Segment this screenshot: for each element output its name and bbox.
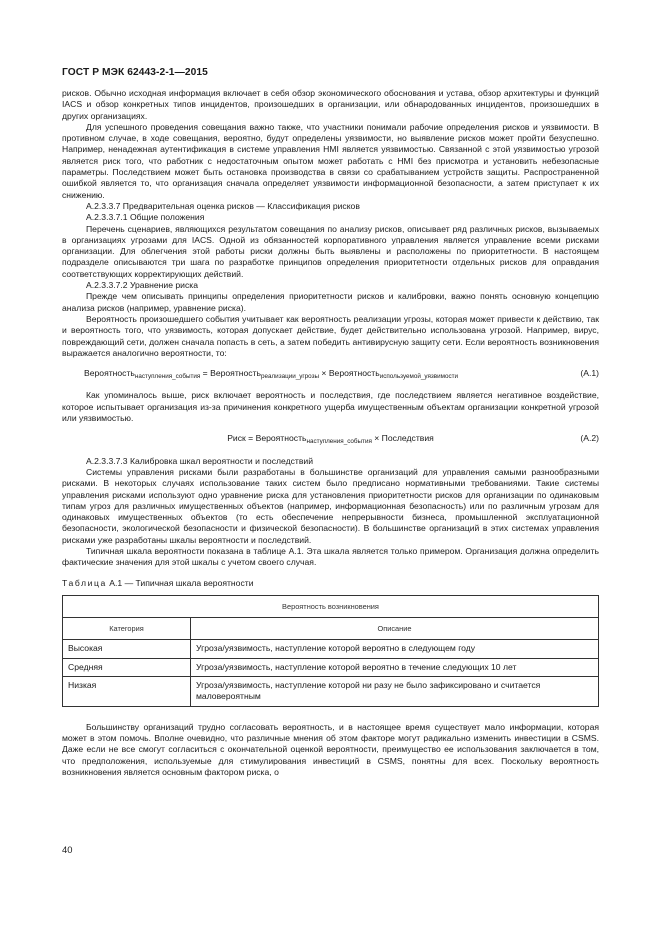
page-number: 40 [62, 844, 73, 855]
description-cell: Угроза/уязвимость, наступление которой вероятно в течение следующих 10 лет [191, 658, 599, 676]
column-header-category: Категория [63, 618, 191, 640]
table-caption: Таблица А.1 — Типичная шкала вероятности [62, 577, 254, 588]
table-group-header: Вероятность возникновения [63, 595, 599, 617]
document-page [62, 66, 599, 778]
table-row [63, 658, 599, 676]
formula-a2 [62, 433, 599, 444]
probability-scale-table [62, 595, 599, 707]
formula-a1 [62, 368, 599, 379]
paragraph: Для успешного проведения совещания важно также, что участники понимали рабочие определения рисков и уязвимости. В противном случае, в ходе совещания, вероятно, будут определены уязвимости, но выявление рисков может пройти безуспешно. Например, ненадежная аутентификация в системе управления HMI является уязвимостью. Связанной с этой уязвимостью угрозой является риск того, что работник с недостаточным опытом может работать с HMI без присмотра и установить небезопасные параметры. Последствием может быть остановка производства в связи со срабатыванием устройств защиты. Распространенной ошибкой является то, что организация сначала определяет уязвимости информационной безопасности, а затем приступает к их снижению. [62, 121, 599, 200]
formula-number: (А.2) [580, 433, 599, 444]
formula-number: (А.1) [580, 368, 599, 379]
paragraph: Типичная шкала вероятности показана в таблице А.1. Эта шкала является только примером. Организация должна определить фактические значения для этой шкалы с учетом своего случая. [62, 545, 599, 568]
paragraph: Как упоминалось выше, риск включает вероятность и последствия, где последствием является негативное воздействие, которое испытывает организация из-за причинения конкретного ущерба имущественным объектам организации конкретной угрозой или уязвимостью. [62, 390, 599, 424]
document-header: ГОСТ Р МЭК 62443-2-1—2015 [62, 67, 208, 78]
paragraph: Перечень сценариев, являющихся результатом совещания по анализу рисков, описывает ряд различных рисков, вызываемых в организациях угрозами для IACS. Одной из обязанностей корпоративного управления является управление всеми рисками организации. Для облегчения этой работы риски должны быть выявлены и расположены по приоритетности. В настоящем подразделе описываются три шага по разработке принципов определения приоритетности отдельных рисков для оправдания соответствующих корректирующих действий. [62, 223, 599, 279]
section-heading: A.2.3.3.7 Предварительная оценка рисков — Классификация рисков [86, 200, 360, 211]
category-cell: Низкая [63, 677, 191, 707]
paragraph: Вероятность произошедшего события учитывает как вероятность реализации угрозы, которая может привести к действию, так и вероятность того, что уязвимость, которая допускает действие, будет действительно использована угрозой. Например, вирус, повреждающий сети, должен сначала попасть в сеть, а затем победить антивирусную защиту сети. Если вероятность возникновения выражается аналогично вероятности, то: [62, 313, 599, 358]
paragraph: Прежде чем описывать принципы определения приоритетности рисков и калибровки, важно понять основную концепцию анализа рисков (например, уравнение риска). [62, 291, 599, 313]
section-heading: A.2.3.3.7.1 Общие положения [86, 212, 205, 223]
paragraph: Системы управления рисками были разработаны в большинстве организаций для управления самыми разнообразными рисками. В некоторых случаях использование таких систем было предписано нормативными требованиями. Такие системы управления рисками используют одно уравнение риска для установления приоритетности рисков для организации по одинаковым типам угроз для различных имущественных объектов (например, информационная безопасность) или по различным угрозам для одинаковых имущественных объектов (то есть обеспечение непрерывности бизнеса, промышленной эксплуатационной безопасности, экологической безопасности и физической безопасности). В большинстве организаций в этих системах управления рисками уже разработаны шкалы вероятности и последствий. [62, 466, 599, 545]
paragraph: Большинству организаций трудно согласовать вероятность, и в настоящее время существует мало информации, которая может в этом помочь. Вполне очевидно, что различные мнения об этом факторе могут радикально изменить инвестиции в CSMS. Даже если не все смогут согласиться с окончательной оценкой вероятности, преимущество ее использования заключается в том, что предположения, используемые для стимулирования инвестиций в CSMS, понятны для всех. Поскольку вероятность возникновения является основным фактором риска, о [62, 721, 599, 777]
column-header-description: Описание [191, 618, 599, 640]
category-cell: Средняя [63, 658, 191, 676]
table-row [63, 677, 599, 707]
section-heading: A.2.3.3.7.3 Калибровка шкал вероятности и последствий [86, 455, 314, 466]
formula-expression: Вероятность$_{наступления\_события}$ = Вероятность$_{реализации\_угрозы}$ × Вероятность$_{используемой\_уязвимости}$ [84, 368, 458, 381]
section-heading: A.2.3.3.7.2 Уравнение риска [86, 280, 198, 291]
table-row [63, 640, 599, 658]
formula-expression: Риск = Вероятность$_{наступления\_события}$ × Последствия [227, 433, 434, 446]
category-cell: Высокая [63, 640, 191, 658]
paragraph: рисков. Обычно исходная информация включает в себя обзор экономического обоснования и устава, обзор архитектуры и функций IACS и обзор конкретных типов инцидентов, произошедших в организации, или обнародованных инцидентов, произошедших в других организациях. [62, 88, 599, 121]
description-cell: Угроза/уязвимость, наступление которой вероятно в следующем году [191, 640, 599, 658]
description-cell: Угроза/уязвимость, наступление которой ни разу не было зафиксировано и считается маловероятным [191, 677, 599, 707]
